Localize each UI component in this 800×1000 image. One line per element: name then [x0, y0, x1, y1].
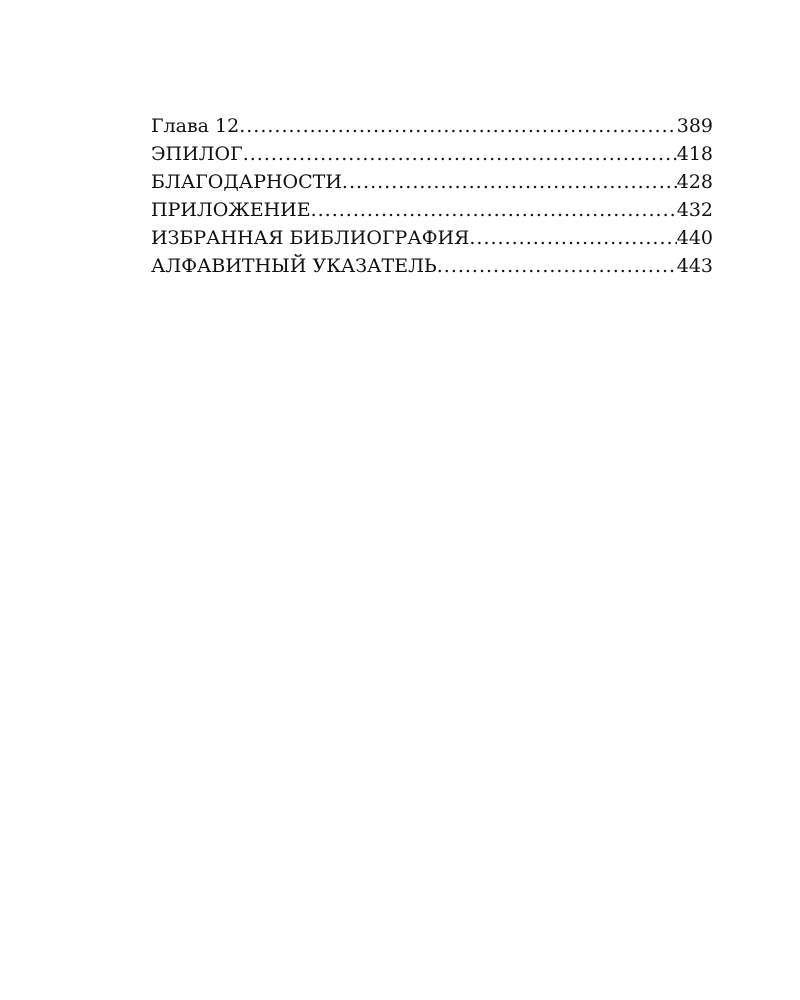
toc-entry-title: БЛАГОДАРНОСТИ: [151, 171, 342, 193]
toc-entry-page-number: 428: [676, 171, 713, 193]
toc-entry-page-number: 389: [676, 115, 713, 137]
dot-leader: [469, 224, 676, 252]
toc-entry-title: Глава 12: [151, 115, 240, 137]
dot-leader: [437, 252, 677, 280]
toc-entry-bibliography: [151, 224, 713, 252]
dot-leader: [243, 140, 677, 168]
toc-entry-appendix: [151, 196, 713, 224]
toc-entry-page-number: 418: [676, 143, 713, 165]
toc-entry-acknowledgements: [151, 168, 713, 196]
table-of-contents: [151, 112, 713, 280]
toc-entry-page-number: 443: [676, 255, 713, 277]
toc-entry-title: ПРИЛОЖЕНИЕ: [151, 199, 311, 221]
toc-entry-epilogue: [151, 140, 713, 168]
dot-leader: [239, 112, 677, 140]
toc-entry-page-number: 432: [676, 199, 713, 221]
toc-entry-index: [151, 252, 713, 280]
toc-entry-title: АЛФАВИТНЫЙ УКАЗАТЕЛЬ: [151, 255, 437, 277]
dot-leader: [311, 196, 677, 224]
toc-entry-chapter-12: [151, 112, 713, 140]
toc-entry-title: ИЗБРАННАЯ БИБЛИОГРАФИЯ: [151, 227, 470, 249]
toc-entry-title: ЭПИЛОГ: [151, 143, 243, 165]
dot-leader: [342, 168, 677, 196]
toc-entry-page-number: 440: [676, 227, 713, 249]
